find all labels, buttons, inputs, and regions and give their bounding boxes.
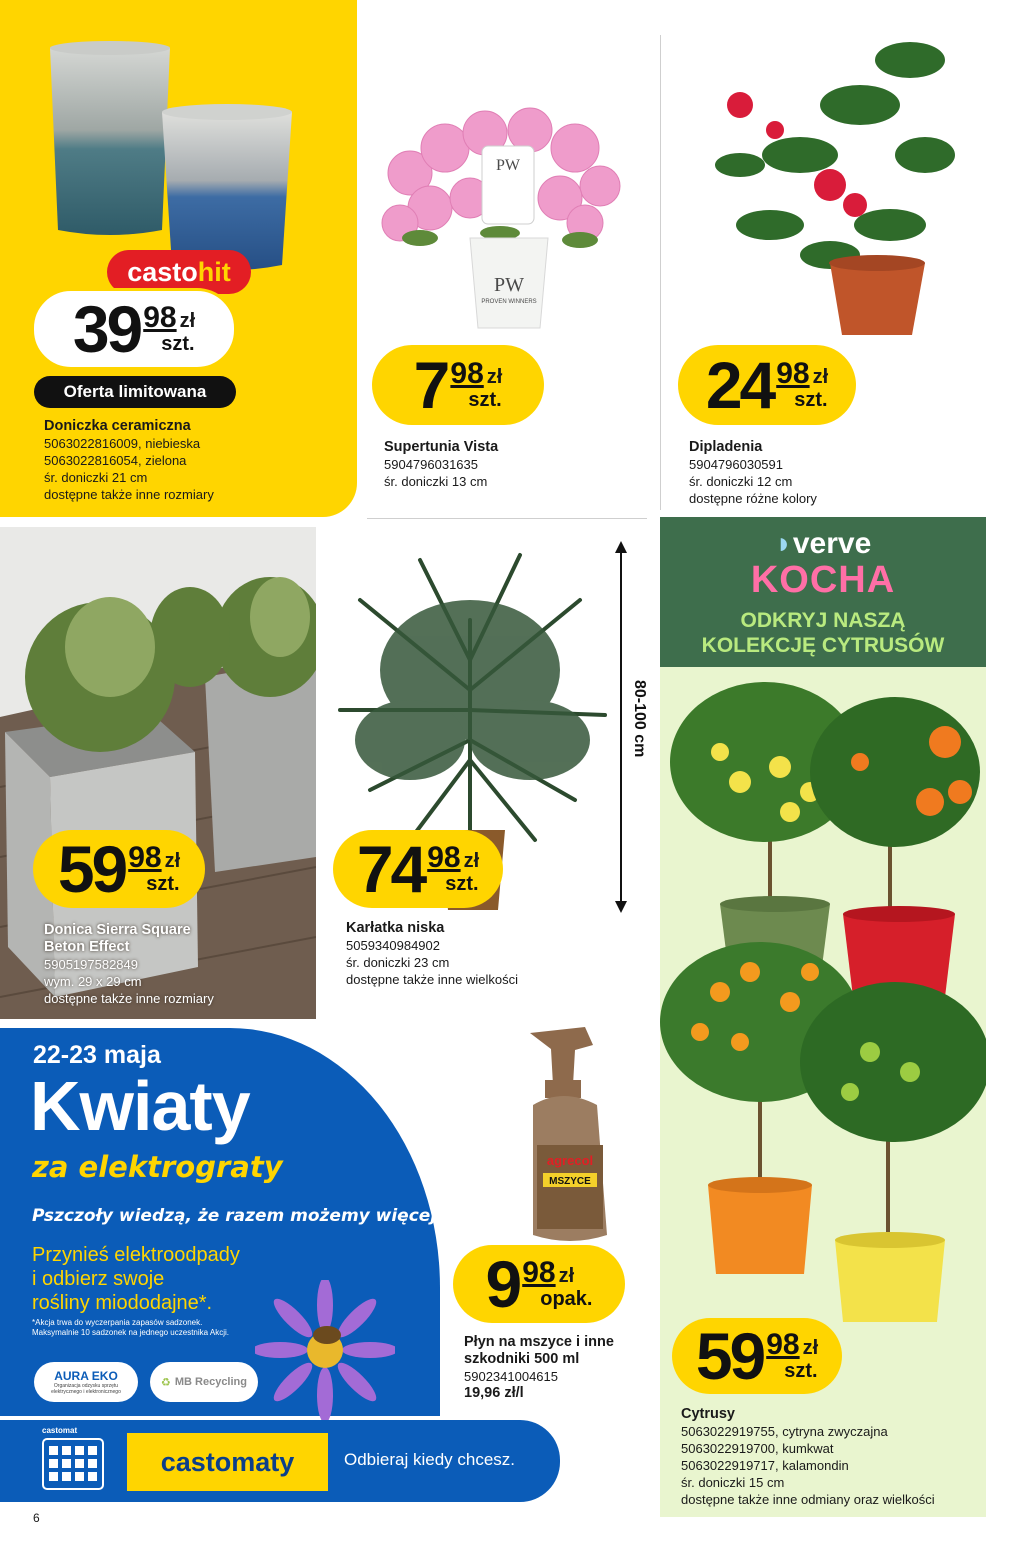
aura-eko-logo: [34, 1362, 138, 1402]
verve-brand: verve: [792, 527, 872, 560]
product-line: śr. doniczki 23 cm: [346, 955, 450, 970]
product-line: śr. doniczki 15 cm: [681, 1475, 785, 1490]
height-label: 80-100 cm: [631, 680, 648, 758]
product-text-plyn: [464, 1334, 654, 1402]
height-arrow: [612, 541, 630, 913]
citrus-discover: [660, 608, 986, 658]
product-name: Doniczka ceramiczna: [44, 418, 191, 434]
product-line: 5063022919717, kalamondin: [681, 1458, 849, 1473]
price-int: 9: [485, 1247, 520, 1321]
price-badge-plyn: [453, 1245, 625, 1323]
price-int: 59: [57, 832, 126, 906]
price-int: 39: [72, 292, 141, 366]
aura-eko-text: AURA EKO: [54, 1369, 118, 1383]
product-line: 5063022919755, cytryna zwyczajna: [681, 1424, 888, 1439]
aster-flower-image: [255, 1280, 395, 1420]
price-cents: 98: [766, 1328, 800, 1361]
product-text-cytrusy: [681, 1406, 986, 1508]
verve-logo: [660, 527, 986, 561]
product-text-supertunia: [384, 439, 644, 490]
product-line: dostępne także inne rozmiary: [44, 487, 214, 502]
tag-label-text: PW: [496, 157, 520, 174]
castomat-small-label: castomat: [42, 1426, 78, 1435]
product-name: Płyn na mszyce i inne: [464, 1334, 614, 1350]
aura-eko-sub: Organizacja odzysku sprzętu elektrycznego i elektronicznego: [51, 1383, 121, 1395]
promo-bring-text: [32, 1243, 292, 1315]
price-currency: zł: [812, 366, 829, 388]
product-line: śr. doniczki 12 cm: [689, 474, 793, 489]
product-line: 5904796031635: [384, 457, 478, 472]
spray-label-text: MSZYCE: [549, 1176, 591, 1187]
castomaty-button[interactable]: castomaty: [127, 1433, 328, 1491]
product-name: Cytrusy: [681, 1406, 735, 1422]
price-unit: szt.: [794, 389, 828, 411]
product-text-dipladenia: [689, 439, 989, 507]
price-int: 24: [705, 348, 774, 422]
price-unit: szt.: [784, 1360, 818, 1382]
price-badge-donica: [33, 830, 205, 908]
column-divider: [660, 35, 661, 510]
pot-sub-text: PROVEN WINNERS: [481, 299, 537, 305]
price-currency: zł: [802, 1337, 819, 1359]
price-currency: zł: [164, 850, 181, 872]
discover-line: ODKRYJ NASZĄ: [740, 609, 906, 632]
product-line: śr. doniczki 13 cm: [384, 474, 488, 489]
discover-line: KOLEKCJĘ CYTRUSÓW: [701, 634, 945, 657]
product-line: dostępne różne kolory: [689, 491, 817, 506]
product-line: wym. 29 x 29 cm: [44, 974, 142, 989]
petunia-image: [370, 88, 630, 338]
price-unit: szt.: [146, 873, 180, 895]
product-line: śr. doniczki 21 cm: [44, 470, 148, 485]
price-currency: zł: [463, 850, 480, 872]
recycling-icon: ♻: [160, 1376, 171, 1389]
product-name: Supertunia Vista: [384, 439, 499, 455]
castohit-hit: hit: [197, 256, 231, 287]
price-badge-dipladenia: [678, 345, 856, 425]
castohit-casto: casto: [127, 256, 198, 287]
product-name: Karłatka niska: [346, 920, 445, 936]
kocha-title: KOCHA: [750, 559, 896, 601]
promo-title: Kwiaty: [30, 1067, 250, 1145]
promo-bring-line: rośliny miododajne*.: [32, 1292, 213, 1314]
product-line: dostępne także inne wielkości: [346, 972, 518, 987]
unit-price: 19,96 zł/l: [464, 1385, 524, 1401]
product-line: 5063022816009, niebieska: [44, 436, 201, 451]
price-cents: 98: [128, 841, 162, 874]
price-currency: zł: [179, 310, 196, 332]
locker-icon: [42, 1438, 104, 1490]
dipladenia-image: [680, 15, 980, 345]
price-cents: 98: [776, 357, 810, 390]
price-int: 59: [695, 1319, 764, 1393]
product-line: 5904796030591: [689, 457, 783, 472]
price-cents: 98: [522, 1256, 556, 1289]
price-cents: 98: [427, 841, 461, 874]
spray-brand-text: agrecol: [546, 1153, 594, 1168]
price-badge-cytrusy: [672, 1318, 842, 1394]
price-int: 7: [413, 348, 448, 422]
price-unit: szt.: [445, 873, 479, 895]
product-line: dostępne także inne odmiany oraz wielkości: [681, 1492, 935, 1507]
citrus-trees-image: [660, 672, 986, 1322]
product-line: 5059340984902: [346, 938, 440, 953]
promo-bring-line: i odbierz swoje: [32, 1268, 165, 1290]
spray-bottle-image: [515, 1025, 625, 1250]
mb-recycling-logo: [150, 1362, 258, 1402]
product-name: Dipladenia: [689, 439, 763, 455]
promo-bees-text: Pszczoły wiedzą, że razem możemy więcej!: [32, 1206, 444, 1226]
price-currency: zł: [486, 366, 503, 388]
product-text-doniczka: [44, 418, 344, 503]
product-text-karlatka: [346, 920, 646, 988]
castomaty-tagline: Odbieraj kiedy chcesz.: [344, 1450, 516, 1469]
product-line: dostępne także inne rozmiary: [44, 991, 214, 1006]
price-cents: 98: [143, 301, 177, 334]
pot-label-text: PW: [494, 274, 524, 296]
promo-date: 22-23 maja: [33, 1041, 161, 1069]
product-line: 5063022919700, kumkwat: [681, 1441, 834, 1456]
page-number: 6: [33, 1511, 40, 1525]
limited-offer-badge: Oferta limitowana: [34, 376, 236, 408]
row-divider: [367, 518, 647, 519]
price-badge-karlatka: [333, 830, 503, 908]
price-cents: 98: [450, 357, 484, 390]
price-badge-doniczka: [31, 288, 237, 370]
product-line: 5905197582849: [44, 957, 138, 972]
verve-leaf-icon: ◗: [774, 527, 793, 560]
promo-subtitle: za elektrograty: [32, 1150, 283, 1184]
promo-footnote: *Akcja trwa do wyczerpania zapasów sadzonek. Maksymalnie 10 sadzonek na jednego uczestnika Akcji.: [32, 1318, 229, 1337]
product-name: szkodniki 500 ml: [464, 1351, 580, 1367]
promo-bring-line: Przynieś elektroodpady: [32, 1244, 240, 1266]
price-badge-supertunia: [372, 345, 544, 425]
product-line: 5063022816054, zielona: [44, 453, 187, 468]
price-int: 74: [356, 832, 425, 906]
price-currency: zł: [558, 1265, 575, 1287]
price-unit: szt.: [161, 333, 195, 355]
price-unit: szt.: [468, 389, 502, 411]
mb-recycling-text: MB Recycling: [174, 1376, 247, 1388]
product-line: 5902341004615: [464, 1369, 558, 1384]
ceramic-pots-image: [40, 40, 300, 270]
product-text-donica: [44, 922, 314, 1007]
price-unit: opak.: [540, 1288, 593, 1310]
product-name: Donica Sierra Square: [44, 922, 191, 938]
product-name: Beton Effect: [44, 939, 130, 955]
